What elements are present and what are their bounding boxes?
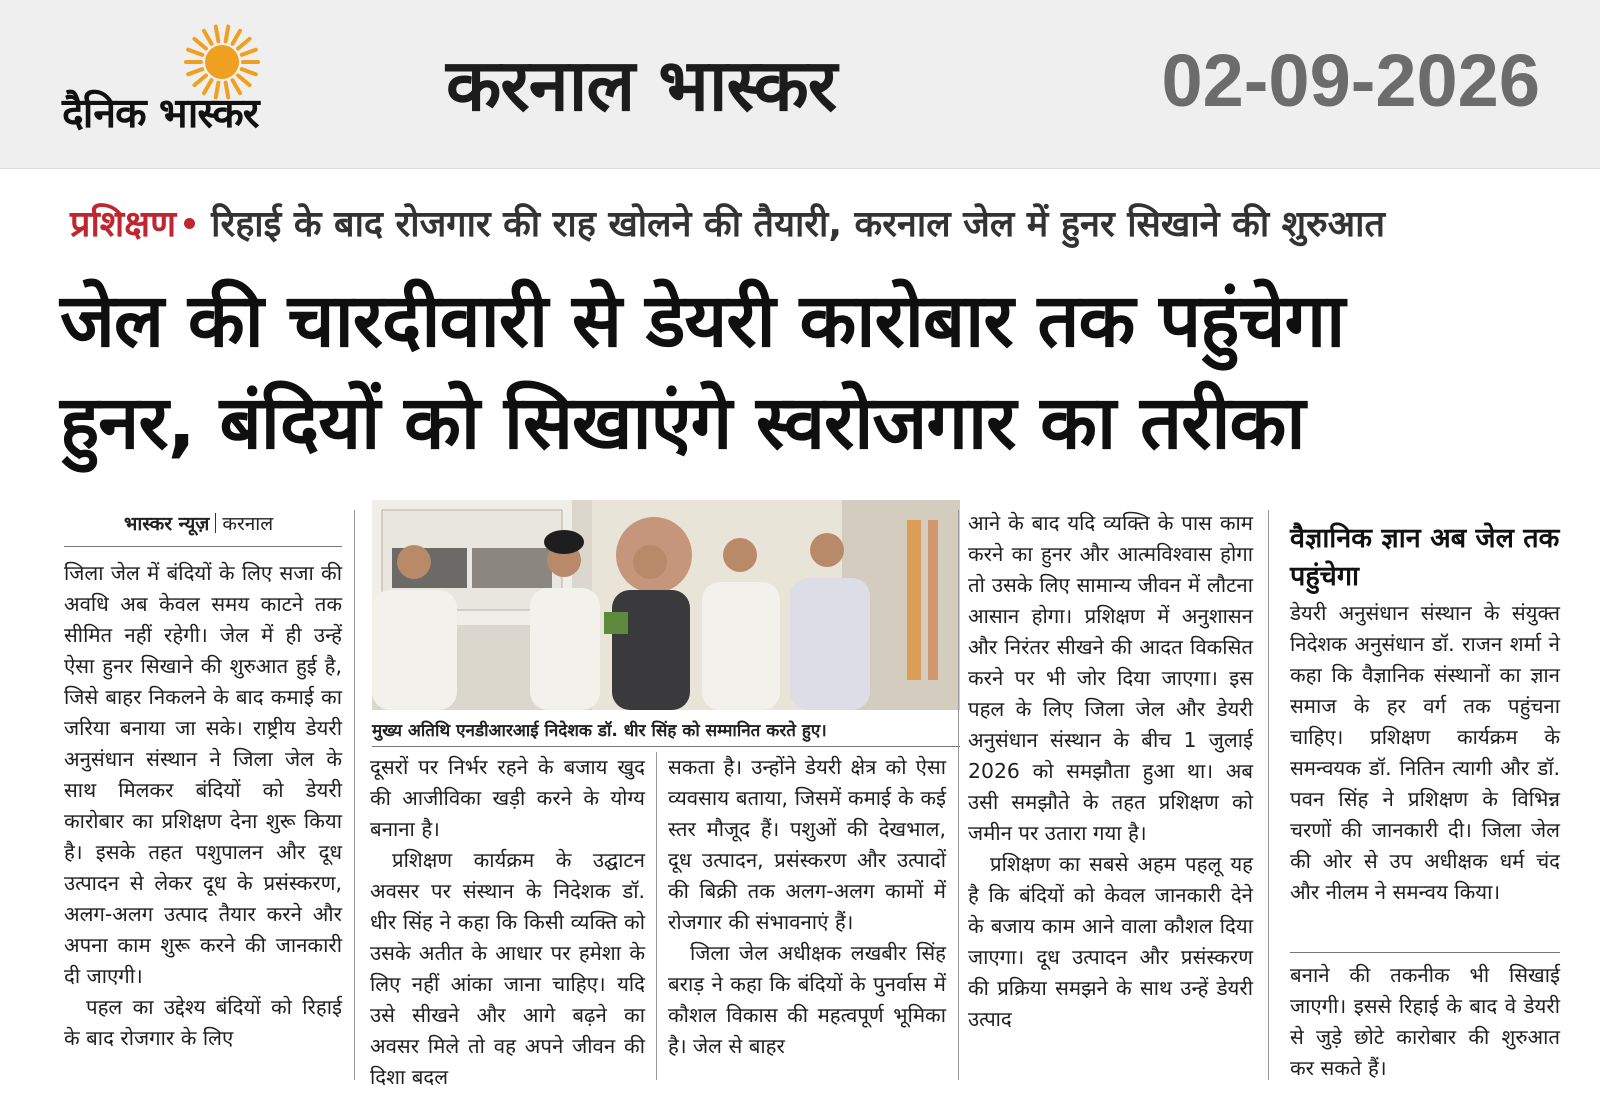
paragraph: पहल का उद्देश्य बंदियों को रिहाई के बाद रोजगार के लिए (64, 995, 342, 1050)
column-divider (1268, 510, 1269, 1080)
kicker-text: रिहाई के बाद रोजगार की राह खोलने की तैयारी, करनाल जेल में हुनर सिखाने की शुरुआत (211, 204, 1385, 245)
edition-title: करनाल भास्कर (446, 43, 837, 127)
byline-agency: भास्कर न्यूज़ (124, 513, 210, 535)
paragraph: प्रशिक्षण कार्यक्रम के उद्घाटन अवसर पर संस्थान के निदेशक डॉ. धीर सिंह ने कहा कि किसी व्यक्ति को उसके अतीत के आधार पर हमेशा के लिए नहीं आंका जाना चाहिए। यदि उसे सीखने और आगे बढ़ने का अवसर मिले तो वह अपने जीवन की दिशा बदल (370, 848, 645, 1089)
headline-line-1: जेल की चारदीवारी से डेयरी कारोबार तक पहुंचेगा (60, 278, 1345, 364)
dainik-bhaskar-logo (62, 22, 372, 142)
column-divider (354, 510, 355, 1080)
column-divider (958, 510, 959, 1080)
caption-rule (372, 746, 960, 747)
logo-text: दैनिक भास्कर (62, 89, 259, 137)
edition-date: 02-09-2026 (1161, 39, 1540, 122)
headline-line-2: हुनर, बंदियों को सिखाएंगे स्वरोजगार का तरीका (60, 380, 1305, 466)
article-column-5 (1290, 598, 1560, 908)
subheading: वैज्ञानिक ज्ञान अब जेल तक पहुंचेगा (1290, 523, 1560, 592)
paragraph: दूसरों पर निर्भर रहने के बजाय खुद की आजीविका खड़ी करने के योग्य बनाना है। (370, 755, 645, 841)
paragraph: प्रशिक्षण का सबसे अहम पहलू यह है कि बंदियों को केवल जानकारी देने के बजाय काम आने वाला कौशल दिया जाएगा। दूध उत्पादन और प्रसंस्करण की प्रक्रिया समझने के साथ उन्हें डेयरी उत्पाद (968, 852, 1253, 1031)
kicker-label: प्रशिक्षण (70, 204, 177, 245)
byline-rule (64, 546, 342, 547)
paragraph: बनाने की तकनीक भी सिखाई जाएगी। इससे रिहाई के बाद वे डेयरी से जुड़े छोटे कारोबार की शुरुआत कर सकते हैं। (1290, 963, 1560, 1080)
column-divider (656, 752, 657, 1080)
article-column-5-continued (1290, 960, 1560, 1084)
event-photo (372, 500, 960, 710)
article-column-4 (968, 508, 1253, 1035)
paragraph: सकता है। उन्होंने डेयरी क्षेत्र को ऐसा व्यवसाय बताया, जिसमें कमाई के कई स्तर मौजूद हैं। पशुओं की देखभाल, दूध उत्पादन, प्रसंस्करण और उत्पादों की बिक्री तक अलग-अलग कामों में रोजगार की संभावनाएं हैं। (668, 755, 946, 934)
article-column-1 (64, 558, 342, 1054)
paragraph: डेयरी अनुसंधान संस्थान के संयुक्त निदेशक अनुसंधान डॉ. राजन शर्मा ने कहा कि वैज्ञानिक संस्थानों का ज्ञान समाज के हर वर्ग तक पहुंचना चाहिए। प्रशिक्षण कार्यक्रम के समन्वयक डॉ. नितिन त्यागी और डॉ. पवन सिंह ने प्रशिक्षण के विभिन्न चरणों की जानकारी दी। जिला जेल की ओर से उप अधीक्षक धर्म चंद और नीलम ने समन्वय किया। (1290, 601, 1560, 904)
photo-illustration (372, 500, 960, 710)
section-rule (1290, 952, 1560, 953)
headline (60, 270, 1560, 474)
byline-city: करनाल (222, 513, 274, 535)
paragraph: जिला जेल में बंदियों के लिए सजा की अवधि अब केवल समय काटने तक सीमित नहीं रहेगी। जेल में ही उन्हें ऐसा हुनर सिखाने की शुरुआत हुई है, जिसे बाहर निकलने के बाद कमाई का जरिया बनाया जा सके। राष्ट्रीय डेयरी अनुसंधान संस्थान ने जिला जेल के साथ मिलकर बंदियों को डेयरी कारोबार का प्रशिक्षण देना शुरू किया है। इसके तहत पशुपालन और दूध उत्पादन से लेकर दूध के प्रसंस्करण, अलग-अलग उत्पाद तैयार करने और अपना काम शुरू करने की जानकारी दी जाएगी। (64, 561, 342, 988)
kicker (70, 198, 1550, 247)
article-column-2 (370, 752, 645, 1093)
photo-caption: मुख्य अतिथि एनडीआरआई निदेशक डॉ. धीर सिंह को सम्मानित करते हुए। (372, 721, 827, 741)
article-column-3 (668, 752, 946, 1062)
paragraph: जिला जेल अधीक्षक लखबीर सिंह बराड़ ने कहा कि बंदियों के पुनर्वास में कौशल विकास की महत्वपूर्ण भूमिका है। जेल से बाहर (668, 941, 946, 1058)
paragraph: आने के बाद यदि व्यक्ति के पास काम करने का हुनर और आत्मविश्वास होगा तो उसके लिए सामान्य जीवन में लौटना आसान होगा। प्रशिक्षण में अनुशासन और निरंतर सीखने की आदत विकसित करने पर भी जोर दिया जाएगा। इस पहल के लिए जिला जेल और डेयरी अनुसंधान संस्थान के बीच 1 जुलाई 2026 को समझौता हुआ था। अब उसी समझौते के तहत प्रशिक्षण को जमीन पर उतारा गया है। (968, 511, 1253, 845)
masthead (0, 0, 1600, 169)
byline (124, 510, 273, 536)
bullet-dot-icon (184, 218, 195, 229)
